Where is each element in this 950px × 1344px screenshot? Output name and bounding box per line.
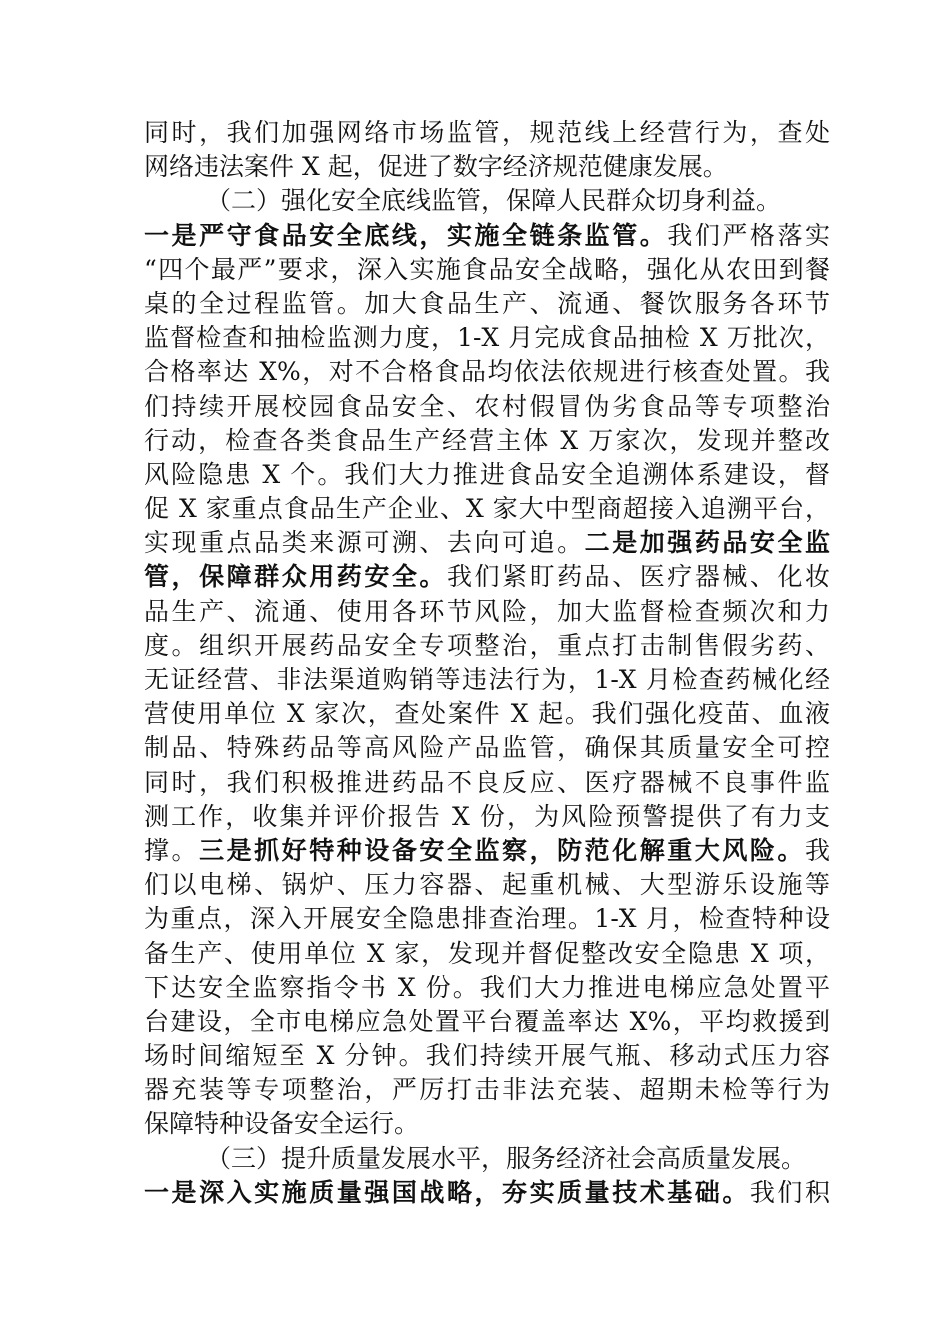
text-segment: 我们紧盯药品、医疗器械、化妆	[446, 562, 830, 592]
text-segment: （三）提升质量发展水平，服务经济社会高质量发展。	[206, 1143, 807, 1173]
bold-lead: 管，保障群众用药安全。	[144, 562, 447, 592]
bold-lead: 一是深入实施质量强国战略，夯实质量技术基础。	[144, 1177, 750, 1207]
text-segment: 行动，检查各类食品生产经营主体 X 万家次，发现并整改	[144, 425, 830, 455]
text-line-19	[144, 731, 830, 765]
text-line-4	[144, 219, 830, 253]
bold-lead: 一是严守食品安全底线，实施全链条监管。	[144, 220, 668, 250]
text-segment: 们持续开展校园食品安全、农村假冒伪劣食品等专项整治	[144, 391, 830, 421]
text-segment: 我们严格落实	[667, 220, 830, 250]
bold-lead: 二是加强药品安全监	[584, 528, 830, 558]
text-segment: 同时，我们积极推进药品不良反应、医疗器械不良事件监	[144, 767, 830, 797]
text-segment: 营使用单位 X 家次，查处案件 X 起。我们强化疫苗、血液	[144, 699, 830, 729]
text-line-5	[144, 253, 830, 287]
text-segment: 网络违法案件 X 起，促进了数字经济规范健康发展。	[144, 152, 728, 182]
text-segment: 们以电梯、锅炉、压力容器、起重机械、大型游乐设施等	[144, 870, 830, 900]
text-segment: 下达安全监察指令书 X 份。我们大力推进电梯应急处置平	[144, 972, 830, 1002]
text-segment: 场时间缩短至 X 分钟。我们持续开展气瓶、移动式压力容	[144, 1041, 830, 1071]
text-line-32	[144, 1176, 830, 1210]
text-line-14	[144, 560, 830, 594]
text-segment: 品生产、流通、使用各环节风险，加大监督检查频次和力	[144, 596, 830, 626]
text-segment: 撑。	[144, 835, 200, 865]
text-segment: 台建设，全市电梯应急处置平台覆盖率达 X%，平均救援到	[144, 1006, 830, 1036]
text-line-13	[144, 526, 830, 560]
text-line-6	[144, 287, 830, 321]
text-segment: “四个最严”要求，深入实施食品安全战略，强化从农田到餐	[144, 254, 830, 284]
text-segment: 度。组织开展药品安全专项整治，重点打击制售假劣药、	[144, 630, 830, 660]
text-line-18	[144, 697, 830, 731]
text-line-10	[144, 424, 830, 458]
text-line-28	[144, 1039, 830, 1073]
text-line-9	[144, 390, 830, 424]
text-line-25	[144, 937, 830, 971]
text-line-26	[144, 971, 830, 1005]
section-heading-3	[144, 1142, 830, 1176]
text-segment: 制品、特殊药品等高风险产品监管，确保其质量安全可控	[144, 733, 830, 763]
text-line-20	[144, 766, 830, 800]
text-segment: 桌的全过程监管。加大食品生产、流通、餐饮服务各环节	[144, 288, 830, 318]
text-segment: 测工作，收集并评价报告 X 份，为风险预警提供了有力支	[144, 801, 830, 831]
text-line-27	[144, 1005, 830, 1039]
text-line-8	[144, 355, 830, 389]
text-segment: 合格率达 X%，对不合格食品均依法依规进行核查处置。我	[144, 357, 830, 387]
text-line-24	[144, 902, 830, 936]
text-segment: 无证经营、非法渠道购销等违法行为，1-X 月检查药械化经	[144, 665, 830, 694]
text-segment: 实现重点品类来源可溯、去向可追。	[144, 528, 585, 558]
text-segment: 保障特种设备安全运行。	[144, 1109, 420, 1139]
text-segment: （二）强化安全底线监管，保障人民群众切身利益。	[206, 186, 782, 216]
text-line-2	[144, 150, 830, 184]
text-line-7	[144, 321, 830, 355]
text-segment: 风险隐患 X 个。我们大力推进食品安全追溯体系建设，督	[144, 459, 830, 489]
bold-lead: 三是抓好特种设备安全监察，防范化解重大风险。	[199, 835, 805, 865]
text-segment: 我们积	[749, 1177, 830, 1207]
text-line-11	[144, 458, 830, 492]
text-line-23	[144, 868, 830, 902]
text-segment: 同时，我们加强网络市场监管，规范线上经营行为，查处	[144, 118, 830, 147]
text-segment: 监督检查和抽检监测力度，1-X 月完成食品抽检 X 万批次，	[144, 323, 830, 353]
text-segment: 为重点，深入开展安全隐患排查治理。1-X 月，检查特种设	[144, 904, 830, 934]
text-segment: 促 X 家重点食品生产企业、X 家大中型商超接入追溯平台，	[144, 494, 830, 524]
text-line-1	[144, 116, 830, 150]
text-line-12	[144, 492, 830, 526]
text-line-22	[144, 834, 830, 868]
document-body	[144, 116, 830, 1210]
text-line-16	[144, 629, 830, 663]
text-line-21	[144, 800, 830, 834]
text-line-15	[144, 595, 830, 629]
text-segment: 备生产、使用单位 X 家，发现并督促整改安全隐患 X 项，	[144, 938, 830, 968]
text-segment: 器充装等专项整治，严厉打击非法充装、超期未检等行为	[144, 1075, 830, 1105]
text-segment: 我	[804, 835, 830, 865]
text-line-30	[144, 1107, 830, 1141]
section-heading-2	[144, 184, 830, 218]
text-line-17	[144, 663, 830, 697]
text-line-29	[144, 1073, 830, 1107]
